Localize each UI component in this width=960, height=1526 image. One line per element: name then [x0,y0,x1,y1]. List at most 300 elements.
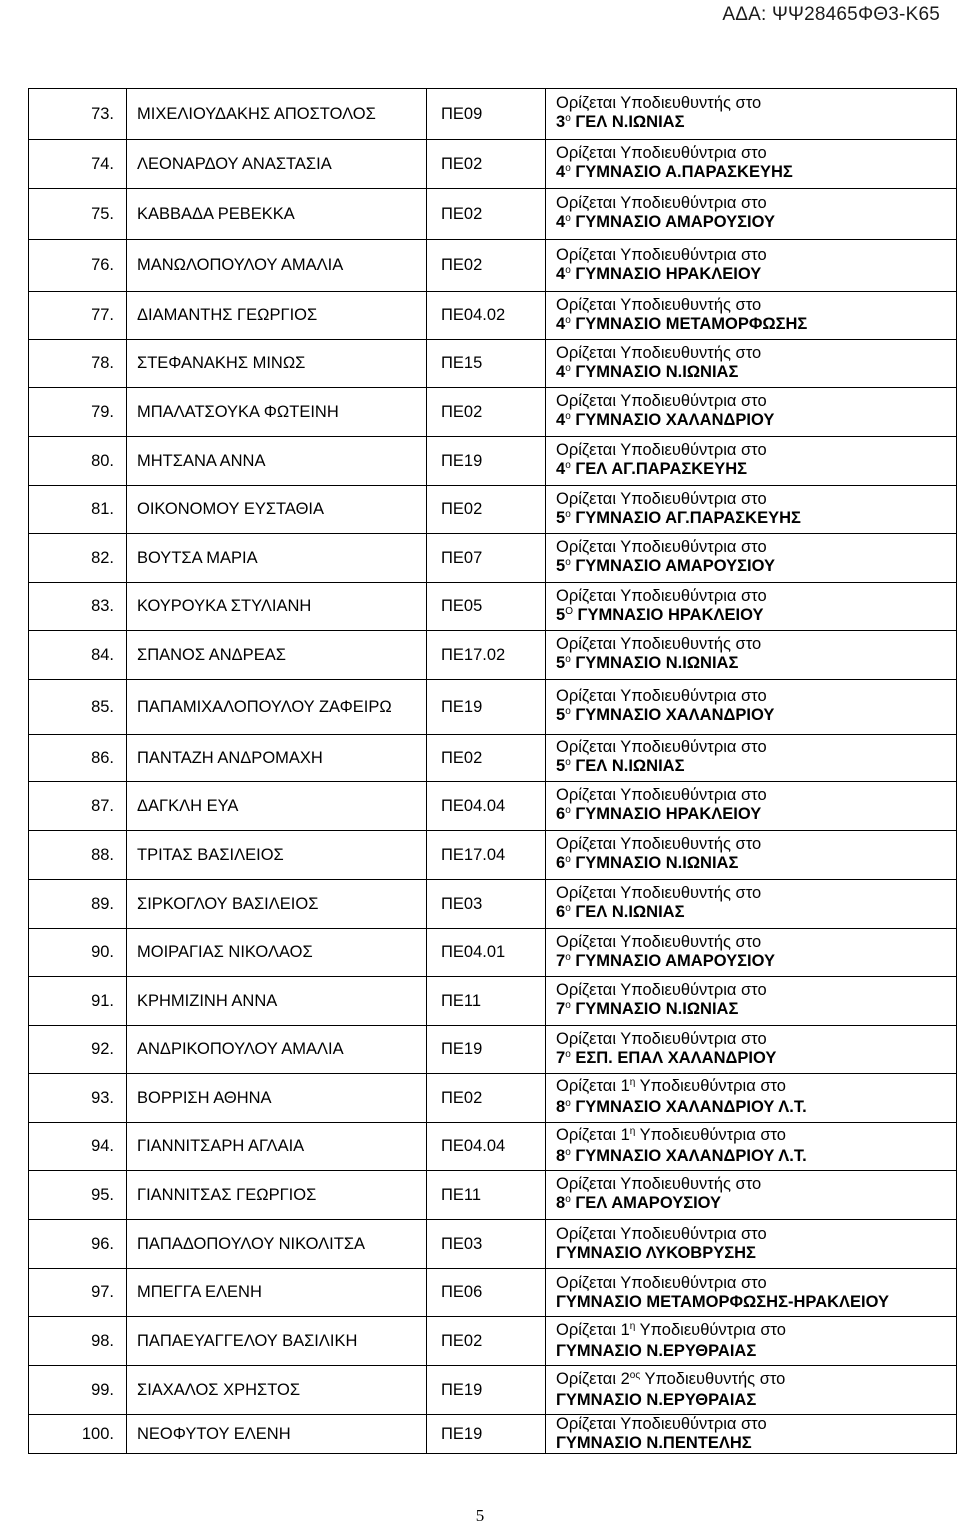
school-number: 7 [556,1048,566,1067]
employee-name: ΜΑΝΩΛΟΠΟΥΛΟΥ ΑΜΑΛΙΑ [127,240,427,292]
assignment-cell [546,680,957,735]
table-row [29,437,957,486]
employee-name: ΜΟΙΡΑΓΙΑΣ ΝΙΚΟΛΑΟΣ [127,929,427,977]
role-title: Υποδιευθυντής στο [640,1370,786,1388]
school-ordinal-superscript: ο [565,213,571,224]
role-line [556,246,956,265]
assignment-cell [546,1220,957,1269]
school-ordinal-superscript: ο [565,654,571,665]
specialty-code: ΠΕ02 [427,140,546,189]
table-row [29,292,957,340]
assignment-cell [546,189,957,240]
table-row [29,1123,957,1171]
specialty-code: ΠΕ17.02 [427,631,546,680]
employee-name: ΜΠΑΛΑΤΣΟΥΚΑ ΦΩΤΕΙΝΗ [127,388,427,437]
table-row [29,977,957,1026]
school-name: ΓΥΜΝΑΣΙΟ ΑΜΑΡΟΥΣΙΟΥ [570,951,775,970]
school-number: 3 [556,113,566,131]
employee-name: ΚΟΥΡΟΥΚΑ ΣΤΥΛΙΑΝΗ [127,583,427,631]
school-ordinal-superscript: ο [565,314,571,326]
employee-name: ΓΙΑΝΝΙΤΣΑΡΗ ΑΓΛΑΙΑ [127,1123,427,1171]
school-number: 5 [556,605,566,624]
school-ordinal-superscript: ο [565,411,571,422]
school-ordinal-superscript: ο [565,951,571,963]
employee-name: ΔΙΑΜΑΝΤΗΣ ΓΕΩΡΓΙΟΣ [127,292,427,340]
school-name-line [556,952,956,973]
employee-name: ΚΑΒΒΑΔΑ ΡΕΒΕΚΚΑ [127,189,427,240]
school-number: 4 [556,213,566,231]
school-ordinal-superscript: ο [565,1000,571,1011]
role-title: Υποδιευθυντής στο [620,835,762,853]
row-number: 95. [29,1171,127,1220]
table-row [29,140,957,189]
school-name-line [556,903,956,924]
role-title: Υποδιευθύντρια στο [620,1273,767,1292]
row-number: 80. [29,437,127,486]
role-title: Υποδιευθύντρια στο [620,1029,767,1048]
role-line [556,1274,956,1293]
school-name: ΓΕΛ Ν.ΙΩΝΙΑΣ [570,903,685,921]
school-ordinal-superscript: ο [565,508,571,520]
role-prefix: Ορίζεται [556,441,621,459]
employee-name: ΣΠΑΝΟΣ ΑΝΔΡΕΑΣ [127,631,427,680]
role-line [556,296,956,315]
role-line [556,392,956,411]
row-number: 98. [29,1317,127,1366]
assignment-cell [546,388,957,437]
employee-name: ΟΙΚΟΝΟΜΟΥ ΕΥΣΤΑΘΙΑ [127,486,427,534]
role-title: Υποδιευθυντής στο [620,884,762,902]
school-number: 5 [556,706,566,724]
assignment-cell [546,880,957,929]
assignment-cell [546,1171,957,1220]
school-name-line [556,757,956,778]
school-name-line [556,1049,956,1070]
school-name-line [556,1147,956,1168]
assignment-cell [546,977,957,1026]
school-name-line [556,113,956,134]
row-number: 89. [29,880,127,929]
role-title: Υποδιευθυντής στο [620,343,762,362]
role-title: Υποδιευθύντρια στο [620,441,767,459]
ordinal-superscript: η [629,1125,636,1137]
table-row [29,1366,957,1415]
row-number: 86. [29,735,127,782]
assignment-cell [546,292,957,340]
appointments-table-body [29,89,957,1454]
school-number: 8 [556,1146,566,1165]
role-prefix: Ορίζεται [556,1415,621,1433]
school-name: ΓΥΜΝΑΣΙΟ Ν.ΙΩΝΙΑΣ [570,854,739,872]
specialty-code: ΠΕ19 [427,680,546,735]
employee-name: ΚΡΗΜΙΖΙΝΗ ΑΝΝΑ [127,977,427,1026]
role-line [556,1225,956,1244]
school-name-line [556,1293,956,1312]
employee-name: ΝΕΟΦΥΤΟΥ ΕΛΕΝΗ [127,1415,427,1454]
row-number: 77. [29,292,127,340]
role-line [556,786,956,805]
row-number: 99. [29,1366,127,1415]
role-title: Υποδιευθυντής στο [620,295,762,314]
role-line [556,538,956,557]
specialty-code: ΠΕ04.01 [427,929,546,977]
row-number: 82. [29,534,127,583]
specialty-code: ΠΕ02 [427,240,546,292]
employee-name: ΠΑΝΤΑΖΗ ΑΝΔΡΟΜΑΧΗ [127,735,427,782]
employee-name: ΔΑΓΚΛΗ ΕΥΑ [127,782,427,831]
role-title: Υποδιευθύντρια στο [635,1125,786,1144]
role-line [556,635,956,654]
school-number: 5 [556,757,566,775]
specialty-code: ΠΕ11 [427,977,546,1026]
row-number: 75. [29,189,127,240]
employee-name: ΓΙΑΝΝΙΤΣΑΣ ΓΕΩΡΓΙΟΣ [127,1171,427,1220]
school-number: 6 [556,805,566,823]
role-line [556,1030,956,1049]
school-name-line [556,509,956,530]
table-row [29,583,957,631]
specialty-code: ΠΕ06 [427,1269,546,1317]
row-number: 100. [29,1415,127,1454]
row-number: 76. [29,240,127,292]
role-title: Υποδιευθύντρια στο [620,194,767,212]
school-number: 4 [556,362,566,381]
specialty-code: ΠΕ04.04 [427,782,546,831]
role-prefix: Ορίζεται [556,932,621,951]
row-number: 94. [29,1123,127,1171]
page-number: 5 [475,1506,485,1525]
row-number: 84. [29,631,127,680]
role-line [556,1415,956,1434]
assignment-cell [546,240,957,292]
school-name: ΓΥΜΝΑΣΙΟ Ν.ΠΕΝΤΕΛΗΣ [556,1434,752,1452]
role-prefix: Ορίζεται [556,884,621,902]
role-prefix: Ορίζεται [556,586,621,605]
role-title: Υποδιευθύντρια στο [620,489,767,508]
school-name: ΓΥΜΝΑΣΙΟ Ν.ΙΩΝΙΑΣ [570,362,739,381]
table-row [29,486,957,534]
school-name: ΓΥΜΝΑΣΙΟ ΑΜΑΡΟΥΣΙΟΥ [570,213,775,231]
table-row [29,1171,957,1220]
employee-name: ΠΑΠΑΜΙΧΑΛΟΠΟΥΛΟΥ ΖΑΦΕΙΡΩ [127,680,427,735]
role-prefix: Ορίζεται [556,981,621,999]
specialty-code: ΠΕ02 [427,735,546,782]
row-number: 83. [29,583,127,631]
school-number: 8 [556,1098,566,1116]
school-ordinal-superscript: ο [565,1048,571,1060]
school-name-line [556,654,956,675]
role-line [556,1370,956,1391]
role-line [556,933,956,952]
role-title: Υποδιευθυντής στο [620,932,762,951]
school-name-line [556,1434,956,1453]
school-name: ΓΕΛ Ν.ΙΩΝΙΑΣ [570,113,685,131]
school-ordinal-superscript: ο [565,557,571,568]
role-prefix: Ορίζεται [556,687,621,705]
school-name: ΓΕΛ ΑΓ.ΠΑΡΑΣΚΕΥΗΣ [570,460,748,478]
school-number: 6 [556,854,566,872]
school-name-line [556,1000,956,1021]
school-name: ΓΥΜΝΑΣΙΟ ΑΓ.ΠΑΡΑΣΚΕΥΗΣ [570,508,801,527]
school-name: ΓΥΜΝΑΣΙΟ ΧΑΛΑΝΔΡΙΟΥ [570,706,775,724]
school-name-line [556,1391,956,1410]
specialty-code: ΠΕ11 [427,1171,546,1220]
table-row [29,388,957,437]
table-row [29,631,957,680]
school-name-line [556,1194,956,1215]
employee-name: ΤΡΙΤΑΣ ΒΑΣΙΛΕΙΟΣ [127,831,427,880]
specialty-code: ΠΕ19 [427,1366,546,1415]
school-name: ΓΥΜΝΑΣΙΟ ΛΥΚΟΒΡΥΣΗΣ [556,1244,756,1262]
school-name: ΓΥΜΝΑΣΙΟ ΧΑΛΑΝΔΡΙΟΥ [570,411,775,429]
school-ordinal-superscript: ο [565,163,571,174]
role-line [556,738,956,757]
school-ordinal-superscript: ο [565,264,571,276]
school-name: ΓΥΜΝΑΣΙΟ ΗΡΑΚΛΕΙΟΥ [570,805,762,823]
specialty-code: ΠΕ15 [427,340,546,388]
table-row [29,680,957,735]
employee-name: ΠΑΠΑΔΟΠΟΥΛΟΥ ΝΙΚΟΛΙΤΣΑ [127,1220,427,1269]
role-line [556,884,956,903]
specialty-code: ΠΕ19 [427,1026,546,1074]
employee-name: ΜΗΤΣΑΝΑ ΑΝΝΑ [127,437,427,486]
employee-name: ΛΕΟΝΑΡΔΟΥ ΑΝΑΣΤΑΣΙΑ [127,140,427,189]
assignment-cell [546,340,957,388]
role-prefix: Ορίζεται 2 [556,1370,630,1388]
role-line [556,144,956,163]
role-prefix: Ορίζεται [556,94,621,112]
assignment-cell [546,486,957,534]
table-row [29,534,957,583]
school-ordinal-superscript: ο [565,854,571,865]
ordinal-superscript: η [629,1077,636,1088]
school-number: 4 [556,411,566,429]
assignment-cell [546,1415,957,1454]
school-name: ΓΥΜΝΑΣΙΟ ΧΑΛΑΝΔΡΙΟΥ Λ.Τ. [570,1098,807,1116]
school-name-line [556,315,956,336]
role-line [556,587,956,606]
school-name: ΓΥΜΝΑΣΙΟ Α.ΠΑΡΑΣΚΕΥΗΣ [570,163,793,181]
role-line [556,490,956,509]
assignment-cell [546,929,957,977]
role-line [556,194,956,213]
school-name-line [556,1342,956,1361]
assignment-cell [546,1317,957,1366]
row-number: 96. [29,1220,127,1269]
table-row [29,240,957,292]
assignment-cell [546,583,957,631]
table-row [29,782,957,831]
school-name: ΓΕΛ Ν.ΙΩΝΙΑΣ [570,757,685,775]
school-ordinal-superscript: ο [565,362,571,374]
assignment-cell [546,140,957,189]
ada-code: ΑΔΑ: ΨΨ28465ΦΘ3-Κ65 [722,4,940,25]
role-prefix: Ορίζεται [556,392,621,410]
row-number: 87. [29,782,127,831]
table-row [29,1317,957,1366]
school-ordinal-superscript: ο [565,706,571,717]
specialty-code: ΠΕ03 [427,1220,546,1269]
assignment-cell [546,831,957,880]
school-name-line [556,557,956,578]
employee-name: ΜΠΕΓΓΑ ΕΛΕΝΗ [127,1269,427,1317]
role-title: Υποδιευθύντρια στο [635,1077,786,1095]
role-prefix: Ορίζεται [556,343,621,362]
role-prefix: Ορίζεται [556,194,621,212]
role-line [556,1126,956,1147]
role-prefix: Ορίζεται [556,144,621,162]
assignment-cell [546,437,957,486]
school-name: ΓΕΛ ΑΜΑΡΟΥΣΙΟΥ [570,1194,722,1212]
school-ordinal-superscript: Ο [565,605,573,617]
school-name-line [556,411,956,432]
role-title: Υποδιευθύντρια στο [620,1415,767,1433]
table-row [29,929,957,977]
school-name: ΓΥΜΝΑΣΙΟ ΗΡΑΚΛΕΙΟΥ [570,264,762,283]
school-name-line [556,606,956,627]
specialty-code: ΠΕ09 [427,89,546,140]
role-prefix: Ορίζεται 1 [556,1321,630,1339]
specialty-code: ΠΕ03 [427,880,546,929]
specialty-code: ΠΕ04.02 [427,292,546,340]
school-name: ΓΥΜΝΑΣΙΟ Ν.ΕΡΥΘΡΑΙΑΣ [556,1342,757,1360]
row-number: 73. [29,89,127,140]
role-prefix: Ορίζεται [556,295,621,314]
school-number: 5 [556,654,566,672]
role-title: Υποδιευθύντρια στο [620,687,767,705]
school-name-line [556,363,956,384]
school-name: ΓΥΜΝΑΣΙΟ Ν.ΕΡΥΘΡΑΙΑΣ [556,1391,757,1409]
row-number: 90. [29,929,127,977]
school-ordinal-superscript: ο [565,805,571,816]
role-title: Υποδιευθύντρια στο [620,586,767,605]
school-ordinal-superscript: ο [565,1146,571,1158]
role-prefix: Ορίζεται [556,245,621,264]
school-name: ΓΥΜΝΑΣΙΟ Ν.ΙΩΝΙΑΣ [570,654,739,672]
school-name: ΓΥΜΝΑΣΙΟ ΜΕΤΑΜΟΡΦΩΣΗΣ-ΗΡΑΚΛΕΙΟΥ [556,1292,889,1311]
school-number: 8 [556,1194,566,1212]
school-ordinal-superscript: ο [565,1098,571,1109]
employee-name: ΒΟΥΤΣΑ ΜΑΡΙΑ [127,534,427,583]
role-title: Υποδιευθύντρια στο [635,1321,786,1339]
role-prefix: Ορίζεται [556,1225,621,1243]
employee-name: ΣΙΡΚΟΓΛΟΥ ΒΑΣΙΛΕΙΟΣ [127,880,427,929]
assignment-cell [546,1074,957,1123]
school-name: ΓΥΜΝΑΣΙΟ ΧΑΛΑΝΔΡΙΟΥ Λ.Τ. [570,1146,807,1165]
role-prefix: Ορίζεται [556,835,621,853]
assignment-cell [546,534,957,583]
role-prefix: Ορίζεται [556,1029,621,1048]
role-line [556,687,956,706]
school-number: 7 [556,1000,566,1018]
school-name-line [556,805,956,826]
role-line [556,1077,956,1098]
role-prefix: Ορίζεται [556,635,621,653]
table-row [29,735,957,782]
specialty-code: ΠΕ02 [427,388,546,437]
role-title: Υποδιευθύντρια στο [620,786,767,804]
school-number: 5 [556,508,566,527]
row-number: 93. [29,1074,127,1123]
school-name-line [556,213,956,234]
row-number: 74. [29,140,127,189]
employee-name: ΣΤΕΦΑΝΑΚΗΣ ΜΙΝΩΣ [127,340,427,388]
ordinal-superscript: ος [629,1370,641,1381]
ordinal-superscript: η [629,1321,636,1332]
specialty-code: ΠΕ17.04 [427,831,546,880]
role-title: Υποδιευθύντρια στο [620,392,767,410]
role-title: Υποδιευθυντής στο [620,94,762,112]
role-line [556,1175,956,1194]
role-prefix: Ορίζεται [556,786,621,804]
school-number: 4 [556,460,566,478]
assignment-cell [546,735,957,782]
row-number: 78. [29,340,127,388]
role-line [556,344,956,363]
employee-name: ΣΙΑΧΑΛΟΣ ΧΡΗΣΤΟΣ [127,1366,427,1415]
school-name: ΕΣΠ. ΕΠΑΛ ΧΑΛΑΝΔΡΙΟΥ [570,1048,777,1067]
school-ordinal-superscript: ο [565,113,571,124]
school-name-line [556,265,956,286]
specialty-code: ΠΕ02 [427,189,546,240]
row-number: 91. [29,977,127,1026]
role-prefix: Ορίζεται [556,1175,621,1193]
school-name-line [556,706,956,727]
employee-name: ΠΑΠΑΕΥΑΓΓΕΛΟΥ ΒΑΣΙΛΙΚΗ [127,1317,427,1366]
row-number: 92. [29,1026,127,1074]
school-number: 4 [556,264,566,283]
school-ordinal-superscript: ο [565,757,571,768]
table-row [29,340,957,388]
role-title: Υποδιευθύντρια στο [620,738,767,756]
school-number: 7 [556,951,566,970]
table-row [29,1415,957,1454]
employee-name: ΒΟΡΡΙΣΗ ΑΘΗΝΑ [127,1074,427,1123]
assignment-cell [546,1123,957,1171]
table-row [29,1026,957,1074]
school-name-line [556,1098,956,1119]
assignment-cell [546,631,957,680]
school-name-line [556,854,956,875]
school-name: ΓΥΜΝΑΣΙΟ Ν.ΙΩΝΙΑΣ [570,1000,739,1018]
row-number: 85. [29,680,127,735]
role-prefix: Ορίζεται [556,1273,621,1292]
employee-name: ΜΙΧΕΛΙΟΥΔΑΚΗΣ ΑΠΟΣΤΟΛΟΣ [127,89,427,140]
role-line [556,1321,956,1342]
role-title: Υποδιευθύντρια στο [620,981,767,999]
table-row [29,1269,957,1317]
role-prefix: Ορίζεται [556,538,621,556]
role-line [556,94,956,113]
assignment-cell [546,782,957,831]
specialty-code: ΠΕ02 [427,486,546,534]
role-title: Υποδιευθυντής στο [620,1175,762,1193]
role-line [556,441,956,460]
specialty-code: ΠΕ19 [427,437,546,486]
specialty-code: ΠΕ07 [427,534,546,583]
assignment-cell [546,1026,957,1074]
appointments-table [28,88,957,1454]
specialty-code: ΠΕ04.04 [427,1123,546,1171]
role-title: Υποδιευθύντρια στο [620,144,767,162]
role-prefix: Ορίζεται 1 [556,1125,630,1144]
school-name-line [556,163,956,184]
specialty-code: ΠΕ02 [427,1317,546,1366]
table-row [29,1074,957,1123]
school-ordinal-superscript: ο [565,903,571,914]
role-title: Υποδιευθύντρια στο [620,538,767,556]
school-name: ΓΥΜΝΑΣΙΟ ΗΡΑΚΛΕΙΟΥ [572,605,764,624]
